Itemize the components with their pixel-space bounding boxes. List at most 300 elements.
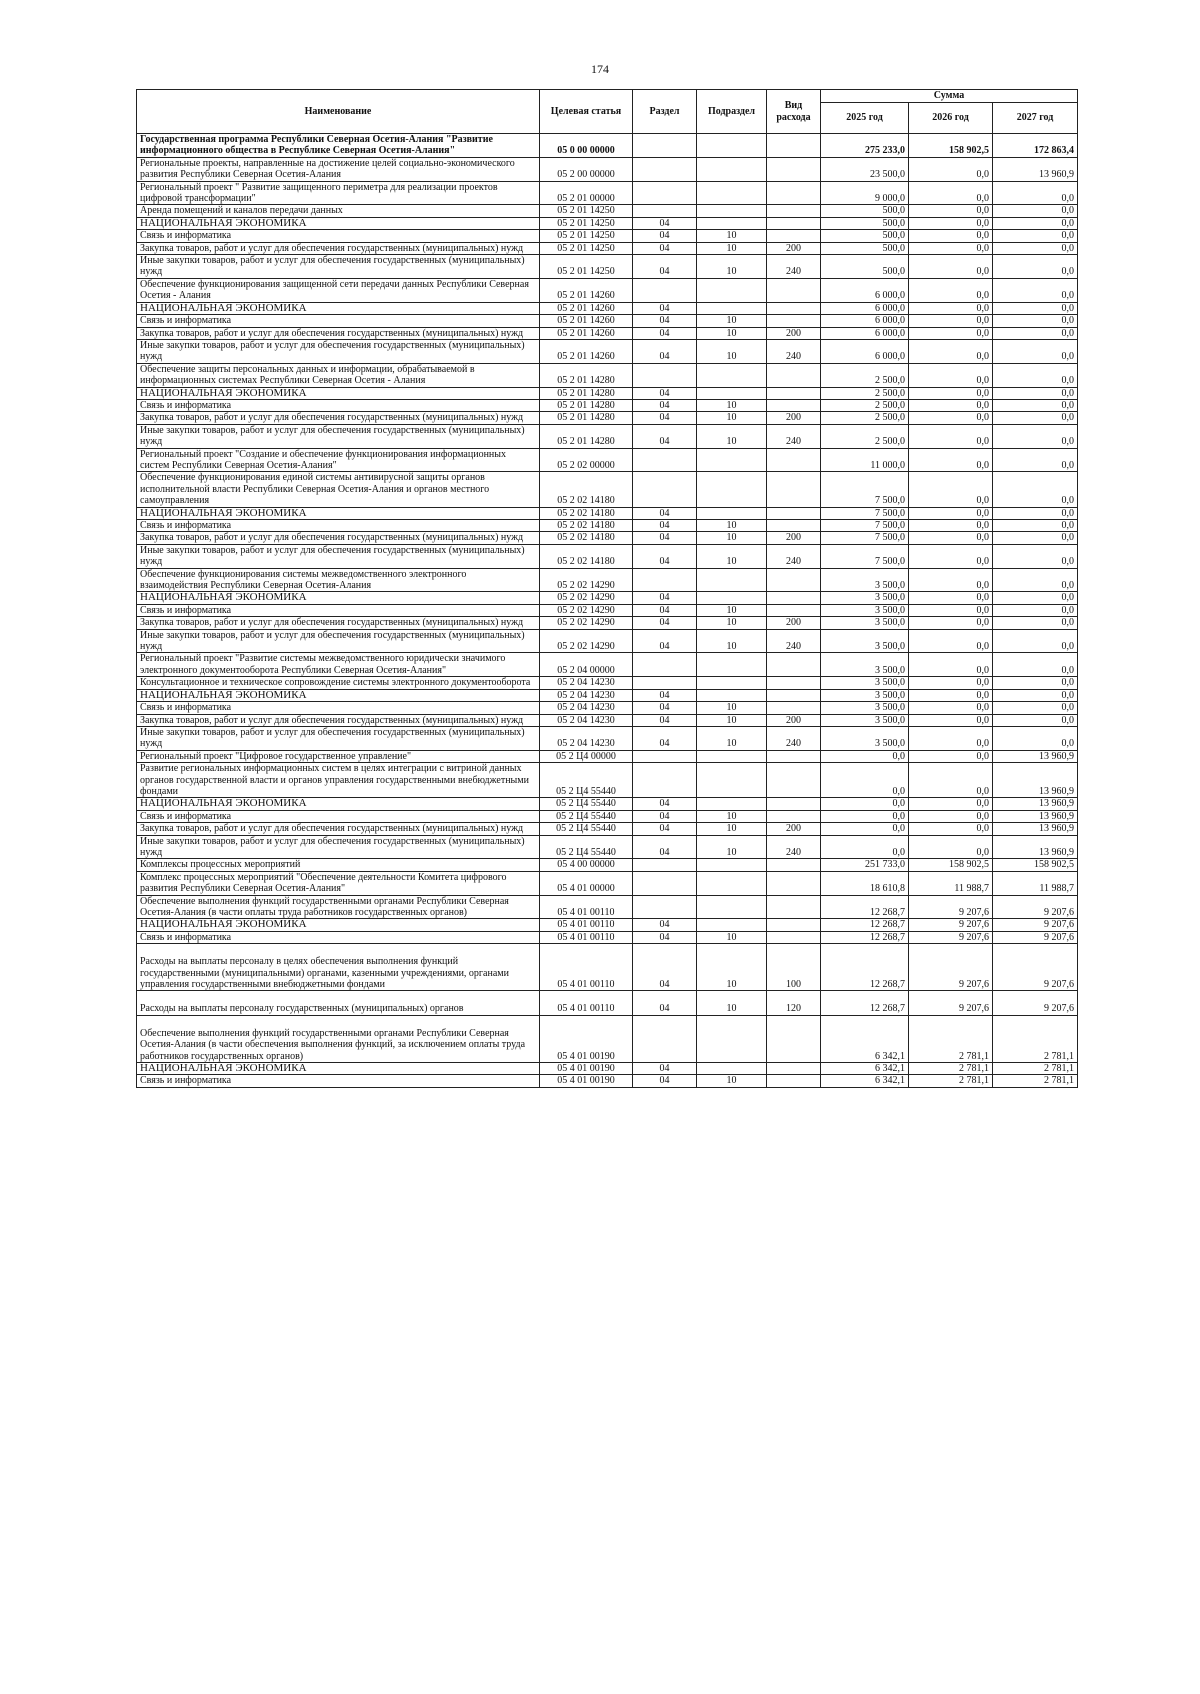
row-expense-type: 200 xyxy=(767,823,821,835)
row-amount-2025: 12 268,7 xyxy=(821,944,909,991)
row-target-code: 05 4 01 00190 xyxy=(540,1075,633,1087)
row-amount-2025: 6 000,0 xyxy=(821,302,909,314)
row-expense-type: 200 xyxy=(767,412,821,424)
row-section: 04 xyxy=(633,424,697,448)
table-row xyxy=(137,302,1078,314)
table-row xyxy=(137,544,1078,568)
row-target-code: 05 2 Ц4 55440 xyxy=(540,798,633,810)
row-target-code: 05 2 01 14260 xyxy=(540,278,633,302)
row-expense-type xyxy=(767,871,821,895)
row-amount-2026: 0,0 xyxy=(909,750,993,762)
row-expense-type xyxy=(767,399,821,411)
row-amount-2026: 0,0 xyxy=(909,629,993,653)
row-amount-2027: 0,0 xyxy=(993,568,1078,592)
row-amount-2026: 0,0 xyxy=(909,157,993,181)
row-section: 04 xyxy=(633,532,697,544)
row-expense-type: 240 xyxy=(767,424,821,448)
row-name: Региональный проект "Цифровое государственное управление" xyxy=(137,750,540,762)
row-name: НАЦИОНАЛЬНАЯ ЭКОНОМИКА xyxy=(137,919,540,931)
row-name: Иные закупки товаров, работ и услуг для обеспечения государственных (муниципальных) нужд xyxy=(137,726,540,750)
row-target-code: 05 2 02 14180 xyxy=(540,472,633,507)
row-amount-2026: 0,0 xyxy=(909,726,993,750)
row-section: 04 xyxy=(633,931,697,943)
row-target-code: 05 2 01 14260 xyxy=(540,315,633,327)
row-amount-2027: 9 207,6 xyxy=(993,944,1078,991)
row-subsection: 10 xyxy=(697,315,767,327)
row-amount-2027: 0,0 xyxy=(993,507,1078,519)
row-target-code: 05 4 00 00000 xyxy=(540,859,633,871)
row-amount-2025: 251 733,0 xyxy=(821,859,909,871)
row-expense-type xyxy=(767,677,821,689)
row-amount-2027: 0,0 xyxy=(993,629,1078,653)
row-expense-type xyxy=(767,315,821,327)
row-expense-type: 200 xyxy=(767,714,821,726)
row-amount-2027: 0,0 xyxy=(993,689,1078,701)
row-amount-2026: 0,0 xyxy=(909,763,993,798)
table-row xyxy=(137,763,1078,798)
row-target-code: 05 2 02 14290 xyxy=(540,629,633,653)
row-target-code: 05 2 01 14250 xyxy=(540,242,633,254)
table-row xyxy=(137,399,1078,411)
table-row xyxy=(137,363,1078,387)
row-subsection: 10 xyxy=(697,714,767,726)
row-amount-2026: 0,0 xyxy=(909,689,993,701)
table-row xyxy=(137,520,1078,532)
row-amount-2025: 2 500,0 xyxy=(821,412,909,424)
row-target-code: 05 4 01 00110 xyxy=(540,944,633,991)
row-amount-2027: 172 863,4 xyxy=(993,134,1078,158)
row-amount-2026: 0,0 xyxy=(909,255,993,279)
header-sum: Сумма xyxy=(821,90,1078,103)
row-subsection: 10 xyxy=(697,255,767,279)
row-name: Развитие региональных информационных систем в целях интеграции с витриной данных органов государственной власти и органов управления государственными внебюджетными фондами xyxy=(137,763,540,798)
row-section: 04 xyxy=(633,302,697,314)
table-row xyxy=(137,181,1078,205)
row-name: НАЦИОНАЛЬНАЯ ЭКОНОМИКА xyxy=(137,507,540,519)
row-subsection: 10 xyxy=(697,702,767,714)
row-expense-type xyxy=(767,230,821,242)
header-expense-type: Вид расхода xyxy=(767,90,821,134)
row-amount-2027: 2 781,1 xyxy=(993,1075,1078,1087)
row-name: Связь и информатика xyxy=(137,604,540,616)
row-amount-2026: 2 781,1 xyxy=(909,1015,993,1062)
row-amount-2026: 0,0 xyxy=(909,702,993,714)
row-amount-2026: 11 988,7 xyxy=(909,871,993,895)
row-name: Связь и информатика xyxy=(137,520,540,532)
row-target-code: 05 2 02 14180 xyxy=(540,544,633,568)
row-section: 04 xyxy=(633,520,697,532)
row-target-code: 05 2 01 14250 xyxy=(540,230,633,242)
row-subsection xyxy=(697,205,767,217)
row-target-code: 05 2 01 14280 xyxy=(540,399,633,411)
row-name: Иные закупки товаров, работ и услуг для обеспечения государственных (муниципальных) нужд xyxy=(137,629,540,653)
row-target-code: 05 2 01 14260 xyxy=(540,302,633,314)
row-amount-2025: 2 500,0 xyxy=(821,363,909,387)
table-body xyxy=(137,134,1078,1088)
row-section: 04 xyxy=(633,810,697,822)
row-subsection: 10 xyxy=(697,991,767,1015)
row-amount-2025: 0,0 xyxy=(821,750,909,762)
row-expense-type xyxy=(767,134,821,158)
row-subsection: 10 xyxy=(697,835,767,859)
row-name: Иные закупки товаров, работ и услуг для обеспечения государственных (муниципальных) нужд xyxy=(137,835,540,859)
row-amount-2025: 6 000,0 xyxy=(821,327,909,339)
table-row xyxy=(137,205,1078,217)
row-subsection: 10 xyxy=(697,544,767,568)
row-subsection xyxy=(697,217,767,229)
row-name: НАЦИОНАЛЬНАЯ ЭКОНОМИКА xyxy=(137,798,540,810)
row-amount-2026: 0,0 xyxy=(909,568,993,592)
row-expense-type xyxy=(767,520,821,532)
row-expense-type xyxy=(767,363,821,387)
page-number: 174 xyxy=(591,62,609,76)
row-amount-2026: 158 902,5 xyxy=(909,859,993,871)
row-section: 04 xyxy=(633,617,697,629)
row-target-code: 05 2 02 14180 xyxy=(540,507,633,519)
row-section xyxy=(633,157,697,181)
row-target-code: 05 4 01 00110 xyxy=(540,895,633,919)
row-amount-2027: 0,0 xyxy=(993,472,1078,507)
row-name: Иные закупки товаров, работ и услуг для обеспечения государственных (муниципальных) нужд xyxy=(137,255,540,279)
row-target-code: 05 4 01 00190 xyxy=(540,1015,633,1062)
table-row xyxy=(137,532,1078,544)
row-amount-2026: 0,0 xyxy=(909,181,993,205)
row-target-code: 05 2 00 00000 xyxy=(540,157,633,181)
row-name: Иные закупки товаров, работ и услуг для обеспечения государственных (муниципальных) нужд xyxy=(137,424,540,448)
header-2026: 2026 год xyxy=(909,103,993,134)
row-amount-2027: 11 988,7 xyxy=(993,871,1078,895)
row-section: 04 xyxy=(633,339,697,363)
row-section: 04 xyxy=(633,242,697,254)
row-name: Расходы на выплаты персоналу государственных (муниципальных) органов xyxy=(137,991,540,1015)
row-amount-2025: 3 500,0 xyxy=(821,677,909,689)
row-amount-2025: 0,0 xyxy=(821,763,909,798)
row-amount-2025: 6 000,0 xyxy=(821,339,909,363)
row-target-code: 05 2 01 14250 xyxy=(540,205,633,217)
row-amount-2025: 6 000,0 xyxy=(821,315,909,327)
row-amount-2025: 500,0 xyxy=(821,255,909,279)
row-amount-2025: 0,0 xyxy=(821,835,909,859)
table-row xyxy=(137,944,1078,991)
row-amount-2027: 2 781,1 xyxy=(993,1063,1078,1075)
row-section: 04 xyxy=(633,315,697,327)
row-amount-2026: 0,0 xyxy=(909,507,993,519)
header-section: Раздел xyxy=(633,90,697,134)
row-target-code: 05 2 02 14290 xyxy=(540,568,633,592)
row-expense-type: 200 xyxy=(767,327,821,339)
row-name: Иные закупки товаров, работ и услуг для обеспечения государственных (муниципальных) нужд xyxy=(137,544,540,568)
row-amount-2027: 13 960,9 xyxy=(993,157,1078,181)
row-subsection xyxy=(697,387,767,399)
row-expense-type: 100 xyxy=(767,944,821,991)
row-expense-type xyxy=(767,278,821,302)
row-target-code: 05 2 01 14250 xyxy=(540,255,633,279)
row-amount-2025: 3 500,0 xyxy=(821,726,909,750)
row-expense-type: 240 xyxy=(767,255,821,279)
row-target-code: 05 2 01 14280 xyxy=(540,412,633,424)
row-section xyxy=(633,181,697,205)
row-expense-type xyxy=(767,798,821,810)
row-subsection: 10 xyxy=(697,532,767,544)
row-amount-2026: 0,0 xyxy=(909,714,993,726)
row-target-code: 05 2 02 14290 xyxy=(540,604,633,616)
table-row xyxy=(137,991,1078,1015)
row-subsection xyxy=(697,302,767,314)
row-subsection: 10 xyxy=(697,412,767,424)
row-section: 04 xyxy=(633,714,697,726)
row-subsection: 10 xyxy=(697,399,767,411)
table-row xyxy=(137,568,1078,592)
row-section: 04 xyxy=(633,507,697,519)
row-amount-2025: 6 342,1 xyxy=(821,1015,909,1062)
row-name: Комплексы процессных мероприятий xyxy=(137,859,540,871)
row-amount-2025: 3 500,0 xyxy=(821,604,909,616)
table-row xyxy=(137,653,1078,677)
table-row xyxy=(137,507,1078,519)
row-target-code: 05 2 04 14230 xyxy=(540,714,633,726)
row-expense-type xyxy=(767,568,821,592)
row-expense-type xyxy=(767,1075,821,1087)
row-section xyxy=(633,568,697,592)
row-amount-2027: 0,0 xyxy=(993,302,1078,314)
row-subsection xyxy=(697,859,767,871)
row-expense-type xyxy=(767,448,821,472)
row-amount-2027: 0,0 xyxy=(993,315,1078,327)
row-target-code: 05 2 01 14280 xyxy=(540,363,633,387)
row-section: 04 xyxy=(633,399,697,411)
row-amount-2025: 2 500,0 xyxy=(821,424,909,448)
row-expense-type xyxy=(767,205,821,217)
row-expense-type: 200 xyxy=(767,617,821,629)
row-amount-2025: 7 500,0 xyxy=(821,544,909,568)
row-amount-2025: 11 000,0 xyxy=(821,448,909,472)
row-amount-2027: 0,0 xyxy=(993,339,1078,363)
row-amount-2025: 6 000,0 xyxy=(821,278,909,302)
row-amount-2026: 9 207,6 xyxy=(909,919,993,931)
row-name: Связь и информатика xyxy=(137,1075,540,1087)
row-amount-2026: 0,0 xyxy=(909,835,993,859)
row-section: 04 xyxy=(633,1063,697,1075)
row-name: Закупка товаров, работ и услуг для обеспечения государственных (муниципальных) нужд xyxy=(137,532,540,544)
row-name: Государственная программа Республики Северная Осетия-Алания "Развитие информационного общества в Республике Северная Осетия-Алания" xyxy=(137,134,540,158)
row-amount-2026: 0,0 xyxy=(909,424,993,448)
table-row xyxy=(137,1063,1078,1075)
table-row xyxy=(137,448,1078,472)
row-target-code: 05 2 04 14230 xyxy=(540,702,633,714)
table-row xyxy=(137,412,1078,424)
row-expense-type xyxy=(767,302,821,314)
row-expense-type: 240 xyxy=(767,835,821,859)
row-amount-2027: 0,0 xyxy=(993,181,1078,205)
table-row xyxy=(137,339,1078,363)
row-amount-2025: 3 500,0 xyxy=(821,714,909,726)
row-amount-2027: 0,0 xyxy=(993,604,1078,616)
row-section xyxy=(633,750,697,762)
row-section xyxy=(633,895,697,919)
row-amount-2027: 9 207,6 xyxy=(993,895,1078,919)
row-amount-2026: 0,0 xyxy=(909,798,993,810)
row-amount-2025: 6 342,1 xyxy=(821,1075,909,1087)
row-name: Закупка товаров, работ и услуг для обеспечения государственных (муниципальных) нужд xyxy=(137,823,540,835)
row-expense-type xyxy=(767,181,821,205)
row-subsection: 10 xyxy=(697,617,767,629)
row-name: Региональные проекты, направленные на достижение целей социально-экономического развития Республики Северная Осетия-Алания xyxy=(137,157,540,181)
row-amount-2025: 18 610,8 xyxy=(821,871,909,895)
row-amount-2027: 9 207,6 xyxy=(993,991,1078,1015)
row-target-code: 05 2 Ц4 55440 xyxy=(540,823,633,835)
row-amount-2025: 23 500,0 xyxy=(821,157,909,181)
row-amount-2026: 2 781,1 xyxy=(909,1063,993,1075)
row-target-code: 05 2 Ц4 55440 xyxy=(540,810,633,822)
row-section: 04 xyxy=(633,544,697,568)
row-amount-2027: 0,0 xyxy=(993,399,1078,411)
row-amount-2025: 12 268,7 xyxy=(821,991,909,1015)
row-expense-type xyxy=(767,750,821,762)
row-amount-2025: 500,0 xyxy=(821,242,909,254)
row-target-code: 05 4 01 00190 xyxy=(540,1063,633,1075)
row-subsection: 10 xyxy=(697,339,767,363)
row-amount-2025: 2 500,0 xyxy=(821,387,909,399)
row-amount-2027: 0,0 xyxy=(993,363,1078,387)
row-amount-2026: 0,0 xyxy=(909,217,993,229)
row-amount-2026: 0,0 xyxy=(909,617,993,629)
row-subsection: 10 xyxy=(697,327,767,339)
row-amount-2026: 0,0 xyxy=(909,412,993,424)
row-amount-2025: 3 500,0 xyxy=(821,592,909,604)
row-name: Расходы на выплаты персоналу в целях обеспечения выполнения функций государственными (муниципальными) органами, казенными учреждениями, органами управления государственными внебюджетными фондами xyxy=(137,944,540,991)
row-name: Закупка товаров, работ и услуг для обеспечения государственных (муниципальных) нужд xyxy=(137,327,540,339)
table-row xyxy=(137,859,1078,871)
table-row xyxy=(137,810,1078,822)
row-amount-2027: 0,0 xyxy=(993,217,1078,229)
budget-table xyxy=(136,89,1078,1088)
row-name: Связь и информатика xyxy=(137,315,540,327)
row-subsection xyxy=(697,871,767,895)
table-row xyxy=(137,604,1078,616)
row-subsection xyxy=(697,689,767,701)
row-target-code: 05 2 Ц4 55440 xyxy=(540,835,633,859)
row-target-code: 05 4 01 00000 xyxy=(540,871,633,895)
row-subsection xyxy=(697,677,767,689)
row-name: Региональный проект "Создание и обеспечение функционирования информационных систем Республики Северная Осетия-Алания" xyxy=(137,448,540,472)
row-expense-type: 240 xyxy=(767,726,821,750)
row-section: 04 xyxy=(633,726,697,750)
row-section: 04 xyxy=(633,412,697,424)
row-subsection xyxy=(697,919,767,931)
table-row xyxy=(137,327,1078,339)
row-amount-2027: 0,0 xyxy=(993,653,1078,677)
table-row xyxy=(137,919,1078,931)
row-section: 04 xyxy=(633,798,697,810)
row-amount-2027: 158 902,5 xyxy=(993,859,1078,871)
row-subsection xyxy=(697,568,767,592)
row-name: Комплекс процессных мероприятий "Обеспечение деятельности Комитета цифрового развития Республики Северная Осетия-Алания" xyxy=(137,871,540,895)
table-row xyxy=(137,677,1078,689)
row-target-code: 05 2 01 14260 xyxy=(540,339,633,363)
row-amount-2026: 0,0 xyxy=(909,677,993,689)
row-amount-2026: 0,0 xyxy=(909,278,993,302)
row-amount-2027: 0,0 xyxy=(993,242,1078,254)
row-section xyxy=(633,677,697,689)
table-row xyxy=(137,1015,1078,1062)
row-expense-type xyxy=(767,604,821,616)
row-subsection: 10 xyxy=(697,726,767,750)
row-name: Связь и информатика xyxy=(137,230,540,242)
row-amount-2025: 500,0 xyxy=(821,230,909,242)
row-amount-2026: 0,0 xyxy=(909,315,993,327)
row-subsection: 10 xyxy=(697,629,767,653)
row-name: Закупка товаров, работ и услуг для обеспечения государственных (муниципальных) нужд xyxy=(137,714,540,726)
row-amount-2025: 12 268,7 xyxy=(821,919,909,931)
row-section: 04 xyxy=(633,217,697,229)
row-name: НАЦИОНАЛЬНАЯ ЭКОНОМИКА xyxy=(137,302,540,314)
row-amount-2025: 500,0 xyxy=(821,205,909,217)
row-subsection xyxy=(697,798,767,810)
row-section: 04 xyxy=(633,604,697,616)
table-row xyxy=(137,592,1078,604)
row-section xyxy=(633,763,697,798)
row-target-code: 05 4 01 00110 xyxy=(540,931,633,943)
row-section: 04 xyxy=(633,919,697,931)
row-expense-type: 240 xyxy=(767,629,821,653)
table-row xyxy=(137,315,1078,327)
row-subsection: 10 xyxy=(697,242,767,254)
row-subsection xyxy=(697,157,767,181)
row-amount-2026: 0,0 xyxy=(909,363,993,387)
header-2025: 2025 год xyxy=(821,103,909,134)
row-name: Региональный проект "Развитие системы межведомственного юридически значимого электронного документооборота Республики Северная Осетия-Алания" xyxy=(137,653,540,677)
row-subsection xyxy=(697,181,767,205)
row-target-code: 05 2 04 14230 xyxy=(540,689,633,701)
row-amount-2025: 12 268,7 xyxy=(821,931,909,943)
row-section: 04 xyxy=(633,944,697,991)
row-amount-2026: 158 902,5 xyxy=(909,134,993,158)
row-name: Закупка товаров, работ и услуг для обеспечения государственных (муниципальных) нужд xyxy=(137,242,540,254)
row-amount-2026: 0,0 xyxy=(909,242,993,254)
row-name: Закупка товаров, работ и услуг для обеспечения государственных (муниципальных) нужд xyxy=(137,412,540,424)
row-section xyxy=(633,205,697,217)
row-section xyxy=(633,278,697,302)
table-row xyxy=(137,278,1078,302)
row-amount-2027: 0,0 xyxy=(993,448,1078,472)
row-amount-2025: 500,0 xyxy=(821,217,909,229)
row-amount-2027: 0,0 xyxy=(993,278,1078,302)
row-name: Закупка товаров, работ и услуг для обеспечения государственных (муниципальных) нужд xyxy=(137,617,540,629)
row-expense-type xyxy=(767,1063,821,1075)
row-name: Аренда помещений и каналов передачи данных xyxy=(137,205,540,217)
row-amount-2027: 2 781,1 xyxy=(993,1015,1078,1062)
row-amount-2027: 9 207,6 xyxy=(993,919,1078,931)
table-row xyxy=(137,714,1078,726)
row-amount-2026: 0,0 xyxy=(909,327,993,339)
row-expense-type xyxy=(767,859,821,871)
row-amount-2025: 0,0 xyxy=(821,798,909,810)
row-target-code: 05 2 Ц4 55440 xyxy=(540,763,633,798)
row-name: Обеспечение функционирования системы межведомственного электронного взаимодействия Республики Северная Осетия-Алания xyxy=(137,568,540,592)
row-target-code: 05 2 04 00000 xyxy=(540,653,633,677)
table-row xyxy=(137,871,1078,895)
row-amount-2027: 13 960,9 xyxy=(993,823,1078,835)
row-subsection xyxy=(697,592,767,604)
row-amount-2026: 9 207,6 xyxy=(909,931,993,943)
row-subsection xyxy=(697,278,767,302)
row-subsection xyxy=(697,653,767,677)
row-expense-type xyxy=(767,472,821,507)
row-amount-2027: 0,0 xyxy=(993,592,1078,604)
row-amount-2025: 3 500,0 xyxy=(821,568,909,592)
row-subsection xyxy=(697,895,767,919)
row-amount-2025: 3 500,0 xyxy=(821,689,909,701)
